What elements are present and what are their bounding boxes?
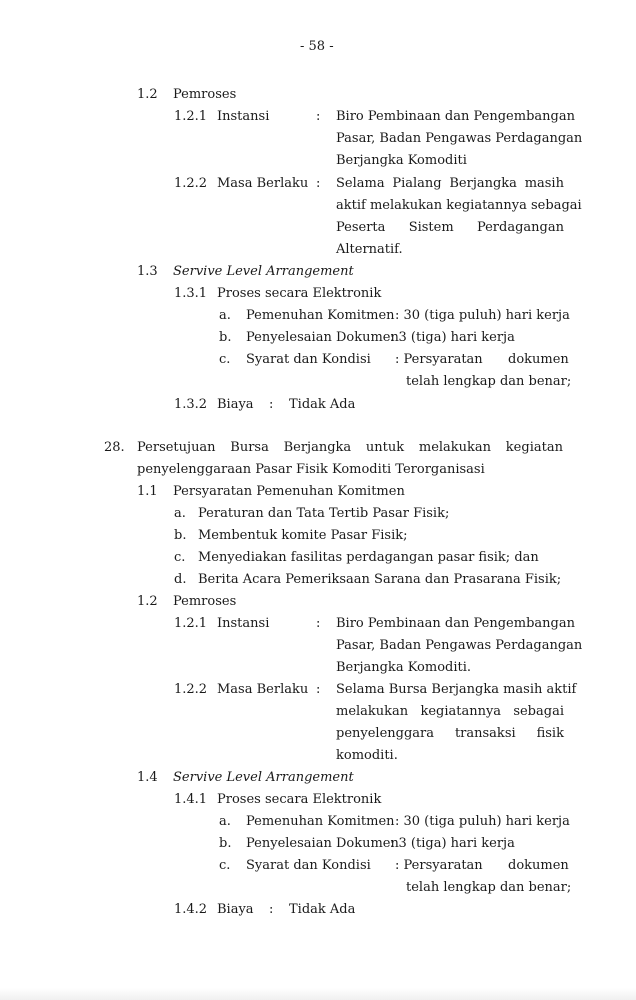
- section-heading: Servive Level Arrangement: [173, 770, 354, 785]
- field-value-line: [336, 726, 564, 742]
- field-colon: :: [316, 616, 321, 631]
- field-colon: :: [269, 902, 274, 917]
- word: Perdagangan: [476, 220, 564, 235]
- field-value-line: komoditi.: [336, 748, 398, 763]
- section-heading: Pemroses: [173, 87, 237, 102]
- list-item: Peraturan dan Tata Tertib Pasar Fisik;: [198, 506, 450, 521]
- list-letter: a.: [219, 308, 231, 323]
- list-item: Menyediakan fasilitas perdagangan pasar fisik; dan: [198, 550, 539, 565]
- field-value: Tidak Ada: [289, 902, 356, 917]
- list-letter: c.: [174, 550, 186, 565]
- subsection-number: 1.2.2: [174, 682, 208, 697]
- field-value: : Persyaratan: [395, 858, 483, 873]
- word: penyelenggara: [336, 726, 435, 741]
- field-value-line: aktif melakukan kegiatannya sebagai: [336, 198, 582, 213]
- scan-shadow: [0, 988, 636, 1000]
- subsection-number: 1.2.2: [174, 176, 208, 191]
- field-label: Penyelesaian Dokumen: [246, 330, 399, 345]
- field-value-line: Alternatif.: [336, 242, 403, 257]
- section-number: 1.2: [137, 87, 158, 102]
- field-label: Masa Berlaku: [217, 682, 309, 697]
- word: Selama: [336, 176, 385, 191]
- word: sebagai: [513, 704, 564, 719]
- field-colon: :: [316, 109, 321, 124]
- subsection-number: 1.2.1: [174, 616, 208, 631]
- field-label: Instansi: [217, 109, 270, 124]
- word: fisik: [536, 726, 564, 741]
- field-label: Syarat dan Kondisi: [246, 352, 371, 367]
- list-item: Berita Acara Pemeriksaan Sarana dan Prasarana Fisik;: [198, 572, 562, 587]
- field-value: telah lengkap dan benar;: [406, 880, 572, 895]
- list-letter: a.: [174, 506, 186, 521]
- word: melakukan: [418, 440, 492, 455]
- subsection-number: 1.3.1: [174, 286, 208, 301]
- field-label: Biaya: [217, 902, 254, 917]
- field-value-line: [336, 220, 564, 236]
- section-number: 1.1: [137, 484, 158, 499]
- word: Berjangka: [283, 440, 352, 455]
- field-value: : 3 (tiga) hari kerja: [390, 836, 515, 851]
- field-value-line: [336, 704, 564, 720]
- subsection-heading: Proses secara Elektronik: [217, 286, 382, 301]
- list-letter: c.: [219, 858, 231, 873]
- word: kegiatan: [505, 440, 563, 455]
- item-number: 28.: [104, 440, 125, 455]
- section-heading: Servive Level Arrangement: [173, 264, 354, 279]
- list-letter: c.: [219, 352, 231, 367]
- section-heading: Pemroses: [173, 594, 237, 609]
- subsection-number: 1.4.2: [174, 902, 208, 917]
- field-value-line: Biro Pembinaan dan Pengembangan: [336, 616, 575, 631]
- field-value: dokumen: [508, 858, 569, 873]
- page-number: - 58 -: [300, 39, 334, 54]
- list-letter: b.: [219, 330, 232, 345]
- field-label: Pemenuhan Komitmen: [246, 308, 395, 323]
- field-value-line: Berjangka Komoditi: [336, 153, 467, 168]
- field-value: : 3 (tiga) hari kerja: [390, 330, 515, 345]
- field-value-line: Pasar, Badan Pengawas Perdagangan: [336, 638, 583, 653]
- section-heading: Persyaratan Pemenuhan Komitmen: [173, 484, 405, 499]
- section-number: 1.3: [137, 264, 158, 279]
- field-value-line: Selama Bursa Berjangka masih aktif: [336, 682, 577, 697]
- subsection-number: 1.2.1: [174, 109, 208, 124]
- field-colon: :: [269, 397, 274, 412]
- field-label: Pemenuhan Komitmen: [246, 814, 395, 829]
- field-value-line: Berjangka Komoditi.: [336, 660, 472, 675]
- list-item: Membentuk komite Pasar Fisik;: [198, 528, 408, 543]
- word: masih: [524, 176, 564, 191]
- field-value: telah lengkap dan benar;: [406, 374, 572, 389]
- word: Sistem: [408, 220, 454, 235]
- field-colon: :: [316, 682, 321, 697]
- list-letter: b.: [219, 836, 232, 851]
- word: Bursa: [230, 440, 269, 455]
- field-colon: :: [316, 176, 321, 191]
- word: Pialang: [392, 176, 442, 191]
- word: Peserta: [336, 220, 386, 235]
- list-letter: b.: [174, 528, 187, 543]
- word: kegiatannya: [420, 704, 502, 719]
- list-letter: d.: [174, 572, 187, 587]
- word: melakukan: [336, 704, 409, 719]
- field-value-line: Pasar, Badan Pengawas Perdagangan: [336, 131, 583, 146]
- section-number: 1.2: [137, 594, 158, 609]
- word: transaksi: [454, 726, 516, 741]
- field-value-line: [336, 176, 564, 192]
- field-label: Penyelesaian Dokumen: [246, 836, 399, 851]
- field-value: : 30 (tiga puluh) hari kerja: [395, 308, 570, 323]
- field-value-line: Biro Pembinaan dan Pengembangan: [336, 109, 575, 124]
- list-letter: a.: [219, 814, 231, 829]
- field-label: Instansi: [217, 616, 270, 631]
- field-value: dokumen: [508, 352, 569, 367]
- field-label: Masa Berlaku: [217, 176, 309, 191]
- field-value: : 30 (tiga puluh) hari kerja: [395, 814, 570, 829]
- item-title-line: [137, 440, 563, 456]
- subsection-number: 1.4.1: [174, 792, 208, 807]
- subsection-number: 1.3.2: [174, 397, 208, 412]
- subsection-heading: Proses secara Elektronik: [217, 792, 382, 807]
- field-label: Biaya: [217, 397, 254, 412]
- field-value: Tidak Ada: [289, 397, 356, 412]
- word: Berjangka: [449, 176, 517, 191]
- section-number: 1.4: [137, 770, 158, 785]
- word: Persetujuan: [137, 440, 216, 455]
- field-value: : Persyaratan: [395, 352, 483, 367]
- item-title-line: penyelenggaraan Pasar Fisik Komoditi Terorganisasi: [137, 462, 485, 477]
- field-label: Syarat dan Kondisi: [246, 858, 371, 873]
- word: untuk: [365, 440, 405, 455]
